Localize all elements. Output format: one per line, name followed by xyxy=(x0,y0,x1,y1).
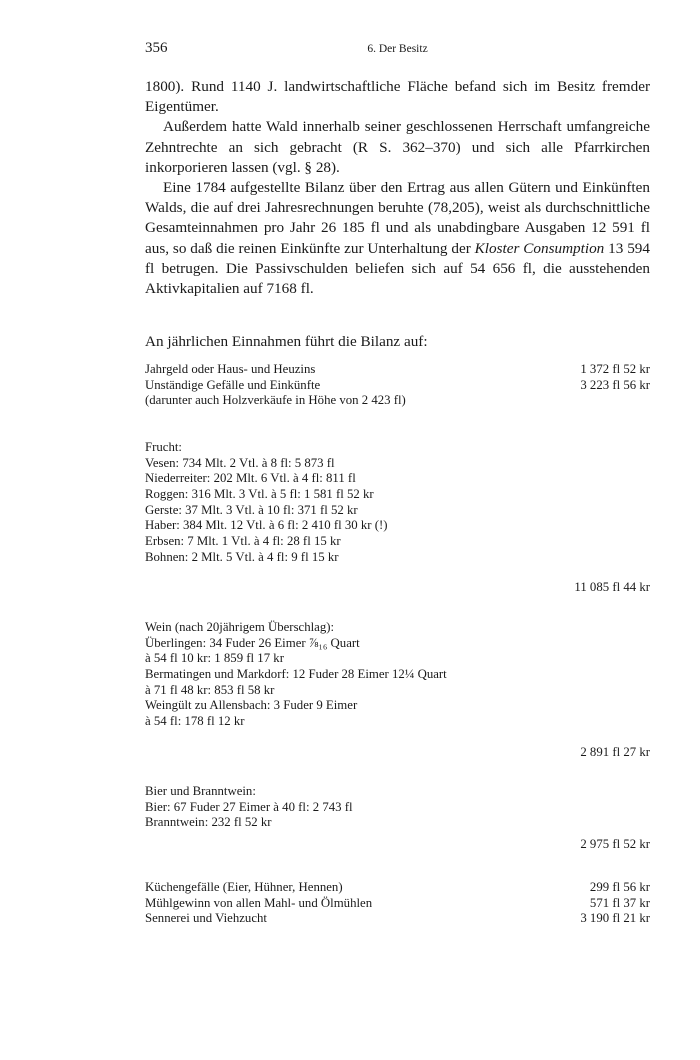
row-label: Sennerei und Viehzucht xyxy=(145,911,267,926)
paragraph-3 xyxy=(145,178,650,299)
income-row-kuechen xyxy=(145,880,650,896)
income-row-muehl xyxy=(145,896,650,912)
income-group-frucht xyxy=(145,440,650,566)
table-intro: An jährlichen Einnahmen führt die Bilanz auf: xyxy=(145,333,428,350)
frucht-total-row xyxy=(145,580,650,596)
income-row-sennerei xyxy=(145,911,650,927)
list-item: Überlingen: 34 Fuder 26 Eimer ⅞₁₆ Quart xyxy=(145,635,360,650)
list-item: Niederreiter: 202 Mlt. 6 Vtl. à 4 fl: 811 fl xyxy=(145,471,356,486)
paragraph-3-part-1: Eine 1784 aufgestellte Bilanz über den Ertrag aus allen Gütern und Einkünften Walds, die auf drei Jahresrechnungen beruhte (78,205), weist als durchschnittliche Gesamteinnahmen pro Jahr 26 185 fl und als unabdingbare Ausgaben 12 591 fl aus, so daß die reinen Einkünfte zur Unterhaltung der xyxy=(145,179,650,257)
row-amount: 571 fl 37 kr xyxy=(589,895,650,910)
wein-total-row xyxy=(145,745,650,761)
list-item: Bohnen: 2 Mlt. 5 Vtl. à 4 fl: 9 fl 15 kr xyxy=(145,549,339,564)
income-group-wein xyxy=(145,620,650,730)
bier-total-row xyxy=(145,837,650,853)
list-item: Bier: 67 Fuder 27 Eimer à 40 fl: 2 743 fl xyxy=(145,799,353,814)
running-title: 6. Der Besitz xyxy=(367,43,428,55)
group-heading: Wein (nach 20jährigem Überschlag): xyxy=(145,620,335,634)
list-item: Gerste: 37 Mlt. 3 Vtl. à 10 fl: 371 fl 52 kr xyxy=(145,502,358,517)
income-group-bier xyxy=(145,784,650,831)
income-row-jahrgeld xyxy=(145,362,650,378)
list-item: Erbsen: 7 Mlt. 1 Vtl. à 4 fl: 28 fl 15 kr xyxy=(145,534,341,549)
row-label: Mühlgewinn von allen Mahl- und Ölmühlen xyxy=(145,895,373,910)
kloster-consumption-term: Kloster Consumption xyxy=(474,239,605,257)
row-label: Küchengefälle (Eier, Hühner, Hennen) xyxy=(145,880,343,894)
row-amount: 299 fl 56 kr xyxy=(589,880,650,894)
page-header xyxy=(145,40,650,60)
group-total: 2 975 fl 52 kr xyxy=(580,837,650,851)
list-item: Haber: 384 Mlt. 12 Vtl. à 6 fl: 2 410 fl 30 kr (!) xyxy=(145,518,388,533)
income-group-last xyxy=(145,880,650,927)
row-label: Jahrgeld oder Haus- und Heuzins xyxy=(145,362,316,376)
paragraph-3-part-2: 13 594 fl betrugen. Die Passivschulden beliefen sich auf 54 656 fl, die ausstehenden Aktivkapitalien auf 7168 fl. xyxy=(145,239,650,298)
page-number: 356 xyxy=(145,40,168,56)
paragraph-1: 1800). Rund 1140 J. landwirtschaftliche Fläche befand sich im Besitz fremder Eigentümer. xyxy=(145,78,650,116)
income-row-unstaendig xyxy=(145,378,650,394)
list-item: à 54 fl: 178 fl 12 kr xyxy=(145,714,245,729)
row-amount: 3 223 fl 56 kr xyxy=(580,377,650,392)
body-text xyxy=(145,77,650,299)
group-heading: Bier und Branntwein: xyxy=(145,784,256,798)
income-row-note xyxy=(145,393,650,409)
list-item: à 71 fl 48 kr: 853 fl 58 kr xyxy=(145,682,275,697)
list-item: Weingült zu Allensbach: 3 Fuder 9 Eimer xyxy=(145,698,358,713)
row-label: Unständige Gefälle und Einkünfte xyxy=(145,377,321,392)
row-amount: 1 372 fl 52 kr xyxy=(580,362,650,376)
list-item: Roggen: 316 Mlt. 3 Vtl. à 5 fl: 1 581 fl 52 kr xyxy=(145,487,374,502)
group-total: 2 891 fl 27 kr xyxy=(580,745,650,759)
group-heading: Frucht: xyxy=(145,440,182,454)
group-total: 11 085 fl 44 kr xyxy=(574,580,650,594)
list-item: Branntwein: 232 fl 52 kr xyxy=(145,815,272,830)
income-group-1 xyxy=(145,362,650,409)
row-label: (darunter auch Holzverkäufe in Höhe von 2 423 fl) xyxy=(145,393,406,408)
list-item: Vesen: 734 Mlt. 2 Vtl. à 8 fl: 5 873 fl xyxy=(145,455,335,470)
paragraph-2: Außerdem hatte Wald innerhalb seiner geschlossenen Herrschaft umfangreiche Zehntrechte an sich gebracht (R S. 362–370) und sich alle Pfarrkirchen inkorporieren lassen (vgl. § 28). xyxy=(145,118,650,176)
row-amount: 3 190 fl 21 kr xyxy=(580,911,650,926)
list-item: Bermatingen und Markdorf: 12 Fuder 28 Eimer 12¼ Quart xyxy=(145,667,447,682)
list-item: à 54 fl 10 kr: 1 859 fl 17 kr xyxy=(145,651,284,666)
